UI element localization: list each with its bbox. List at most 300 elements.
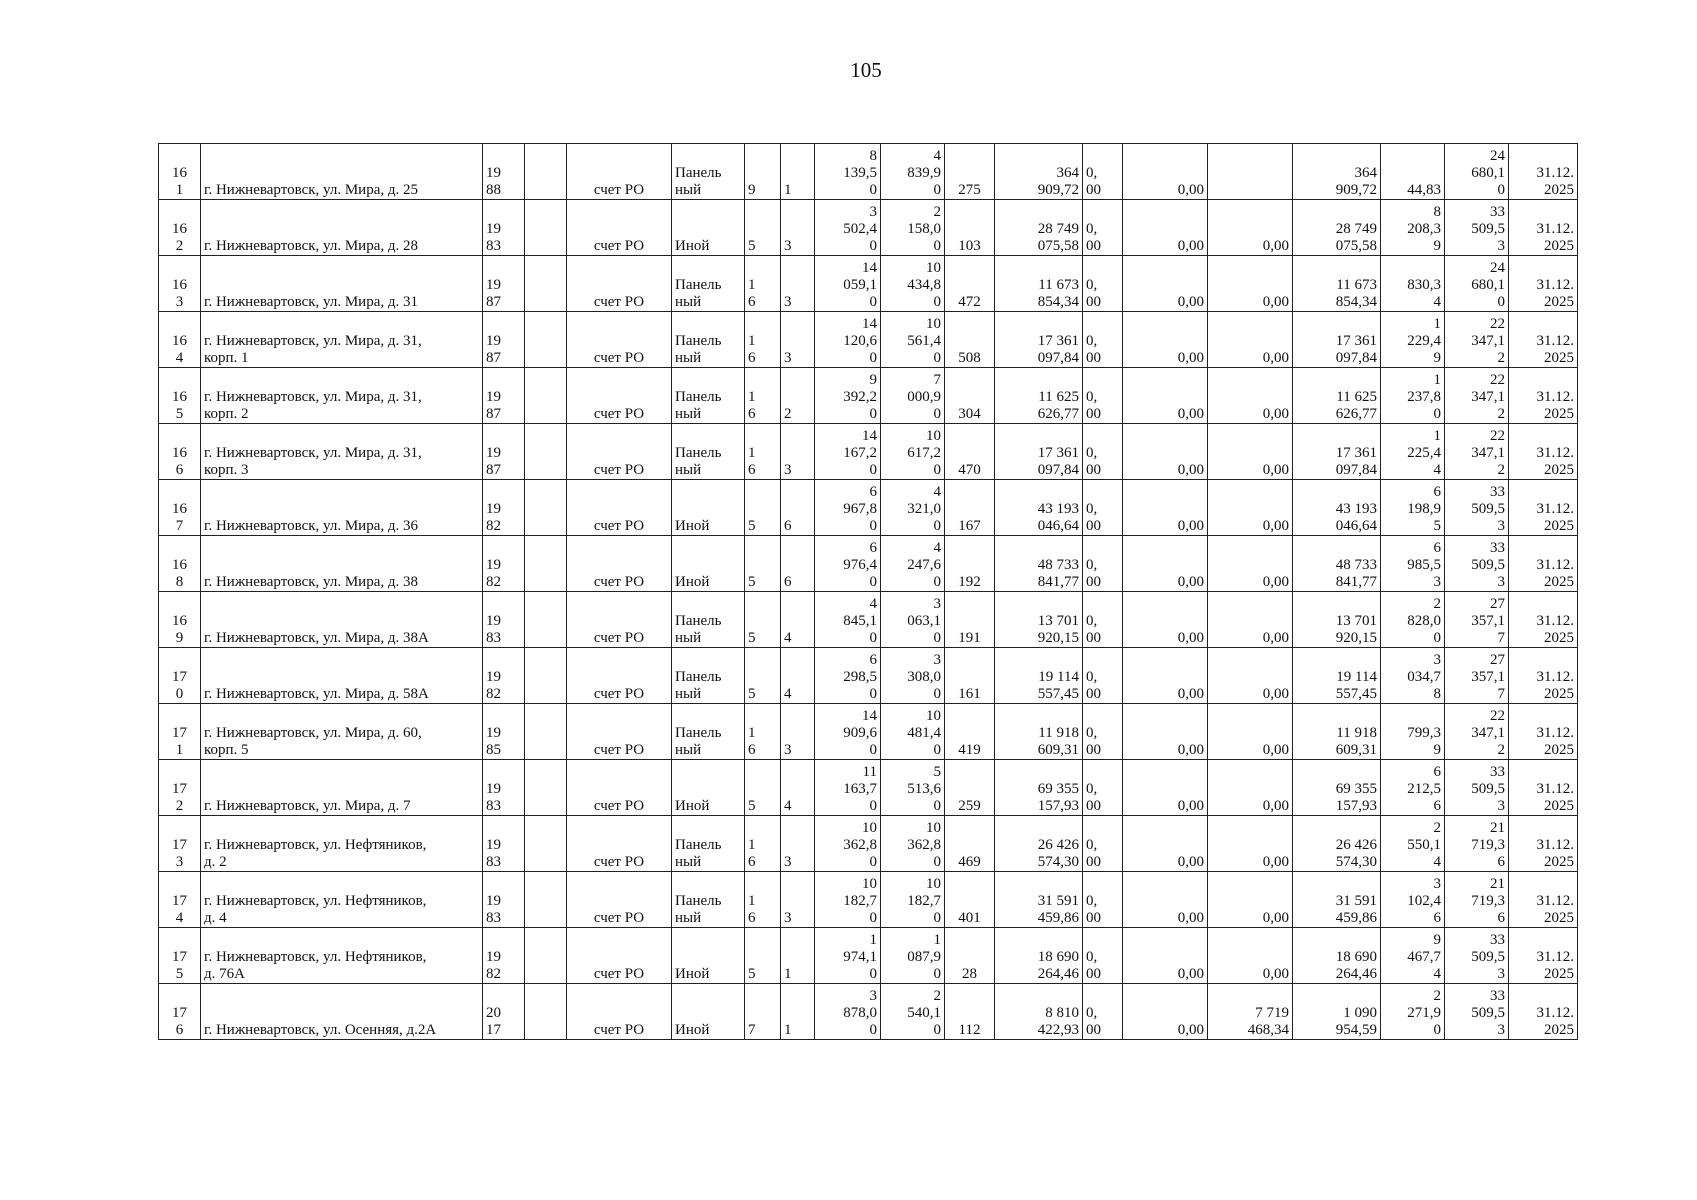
limit-cost-cell [1445, 704, 1509, 760]
row-number-line: 17 [172, 725, 187, 741]
year-cell [483, 368, 525, 424]
total-area-cell-line: 8 [869, 148, 877, 164]
residents-cell: 470 [945, 424, 995, 480]
wall-material-cell-line: Иной [675, 238, 710, 254]
address-cell [201, 368, 483, 424]
living-area-cell-line: 0 [933, 350, 941, 366]
empty-cell [525, 760, 567, 816]
floors-cell-line: 1 [748, 837, 756, 853]
floors-cell [745, 536, 781, 592]
row-number-line: 0 [175, 686, 184, 702]
floors-cell [745, 144, 781, 200]
specific-cost-cell-line: 102,4 [1407, 893, 1441, 909]
deadline-cell-line: 2025 [1544, 518, 1574, 534]
total-cost-cell-line: 574,30 [1037, 854, 1079, 870]
owners-cost-cell-line: 097,84 [1335, 462, 1377, 478]
limit-cost-cell-line: 33 [1490, 988, 1505, 1004]
fund-cost-cell: 0,00 [1123, 424, 1208, 480]
address-cell-line: г. Нижневартовск, ул. Мира, д. 58А [204, 686, 429, 702]
wall-material-cell-line: Панель [675, 445, 722, 461]
owners-cost-cell [1293, 144, 1381, 200]
row-number [159, 424, 201, 480]
wall-material-cell [672, 256, 745, 312]
total-cost-cell-line: 841,77 [1037, 574, 1079, 590]
limit-cost-cell-line: 3 [1497, 238, 1505, 254]
deadline-cell [1509, 592, 1578, 648]
zero-cost-cell-line: 00 [1086, 910, 1101, 926]
total-area-cell-line: 0 [869, 574, 877, 590]
row-number [159, 200, 201, 256]
limit-cost-cell-line: 21 [1490, 820, 1505, 836]
total-cost-cell-line: 097,84 [1037, 462, 1079, 478]
specific-cost-cell [1381, 200, 1445, 256]
owners-cost-cell [1293, 312, 1381, 368]
entrances-cell [781, 424, 815, 480]
deadline-cell-line: 31.12. [1536, 165, 1574, 181]
living-area-cell [881, 368, 945, 424]
address-cell [201, 312, 483, 368]
local-cost-cell: 0,00 [1208, 424, 1293, 480]
table-row [159, 480, 1578, 536]
living-area-cell-line: 000,9 [907, 389, 941, 405]
deadline-cell-line: 31.12. [1536, 893, 1574, 909]
specific-cost-cell-line: 6 [1433, 910, 1441, 926]
local-cost-cell: 0,00 [1208, 256, 1293, 312]
total-cost-cell [995, 424, 1083, 480]
specific-cost-cell-line: 4 [1433, 854, 1441, 870]
limit-cost-cell-line: 0 [1497, 294, 1505, 310]
living-area-cell [881, 984, 945, 1040]
zero-cost-cell-line: 00 [1086, 854, 1101, 870]
deadline-cell-line: 2025 [1544, 630, 1574, 646]
deadline-cell [1509, 536, 1578, 592]
total-cost-cell [995, 704, 1083, 760]
table-row [159, 816, 1578, 872]
living-area-cell-line: 321,0 [907, 501, 941, 517]
deadline-cell [1509, 312, 1578, 368]
table-row [159, 984, 1578, 1040]
total-cost-cell-line: 69 355 [1037, 781, 1079, 797]
year-cell-line: 82 [486, 686, 501, 702]
floors-cell-line: 7 [748, 1022, 756, 1038]
total-cost-cell-line: 075,58 [1037, 238, 1079, 254]
specific-cost-cell-line: 9 [1433, 350, 1441, 366]
living-area-cell-line: 7 [933, 372, 941, 388]
fund-cost-cell: 0,00 [1123, 872, 1208, 928]
residents-cell: 28 [945, 928, 995, 984]
total-cost-cell-line: 17 361 [1037, 333, 1079, 349]
total-area-cell [815, 200, 881, 256]
year-cell-line: 87 [486, 294, 501, 310]
total-area-cell-line: 0 [869, 854, 877, 870]
row-number-line: 2 [175, 798, 184, 814]
limit-cost-cell-line: 347,1 [1471, 445, 1505, 461]
entrances-cell [781, 928, 815, 984]
residents-cell: 469 [945, 816, 995, 872]
total-cost-cell-line: 31 591 [1037, 893, 1079, 909]
total-cost-cell-line: 264,46 [1037, 966, 1079, 982]
total-cost-cell [995, 200, 1083, 256]
total-area-cell-line: 120,6 [843, 333, 877, 349]
total-area-cell-line: 163,7 [843, 781, 877, 797]
zero-cost-cell-line: 0, [1086, 501, 1098, 517]
specific-cost-cell-line: 4 [1433, 966, 1441, 982]
registry-body [159, 144, 1578, 1040]
entrances-cell-line: 3 [784, 910, 792, 926]
row-number-line: 16 [172, 277, 187, 293]
total-cost-cell-line: 364 [1056, 165, 1079, 181]
local-cost-cell: 0,00 [1208, 816, 1293, 872]
zero-cost-cell-line: 00 [1086, 798, 1101, 814]
specific-cost-cell [1381, 984, 1445, 1040]
table-row [159, 424, 1578, 480]
floors-cell [745, 312, 781, 368]
year-cell-line: 88 [486, 182, 501, 198]
address-cell-line: г. Нижневартовск, ул. Мира, д. 28 [204, 238, 418, 254]
deadline-cell [1509, 648, 1578, 704]
year-cell-line: 19 [486, 837, 501, 853]
wall-material-cell [672, 424, 745, 480]
total-cost-cell-line: 854,34 [1037, 294, 1079, 310]
living-area-cell-line: 0 [933, 910, 941, 926]
wall-material-cell-line: ный [675, 182, 702, 198]
fund-cost-cell: 0,00 [1123, 928, 1208, 984]
empty-cell [525, 648, 567, 704]
local-cost-cell [1208, 144, 1293, 200]
empty-cell [525, 368, 567, 424]
floors-cell [745, 704, 781, 760]
entrances-cell-line: 2 [784, 406, 792, 422]
row-number-line: 16 [172, 445, 187, 461]
total-area-cell-line: 6 [869, 540, 877, 556]
empty-cell [525, 312, 567, 368]
limit-cost-cell-line: 24 [1490, 148, 1505, 164]
row-number [159, 368, 201, 424]
total-area-cell-line: 392,2 [843, 389, 877, 405]
total-cost-cell-line: 17 361 [1037, 445, 1079, 461]
address-cell [201, 424, 483, 480]
limit-cost-cell-line: 22 [1490, 428, 1505, 444]
table-row [159, 312, 1578, 368]
wall-material-cell [672, 928, 745, 984]
year-cell-line: 19 [486, 669, 501, 685]
limit-cost-cell-line: 24 [1490, 260, 1505, 276]
wall-material-cell [672, 480, 745, 536]
row-number-line: 16 [172, 613, 187, 629]
living-area-cell-line: 0 [933, 798, 941, 814]
zero-cost-cell-line: 00 [1086, 574, 1101, 590]
specific-cost-cell-line: 4 [1433, 294, 1441, 310]
address-cell [201, 984, 483, 1040]
entrances-cell [781, 984, 815, 1040]
specific-cost-cell-line: 6 [1433, 540, 1441, 556]
row-number [159, 592, 201, 648]
year-cell-line: 20 [486, 1005, 501, 1021]
row-number-line: 7 [175, 518, 184, 534]
table-row [159, 200, 1578, 256]
total-area-cell-line: 0 [869, 518, 877, 534]
floors-cell-line: 1 [748, 445, 756, 461]
entrances-cell-line: 3 [784, 742, 792, 758]
wall-material-cell-line: Иной [675, 518, 710, 534]
owners-cost-cell-line: 69 355 [1335, 781, 1377, 797]
zero-cost-cell [1083, 536, 1123, 592]
total-area-cell-line: 976,4 [843, 557, 877, 573]
owners-cost-cell [1293, 368, 1381, 424]
total-area-cell-line: 0 [869, 350, 877, 366]
living-area-cell-line: 0 [933, 630, 941, 646]
entrances-cell [781, 368, 815, 424]
floors-cell-line: 1 [748, 333, 756, 349]
zero-cost-cell [1083, 480, 1123, 536]
entrances-cell-line: 6 [784, 574, 792, 590]
year-cell [483, 536, 525, 592]
total-cost-cell-line: 046,64 [1037, 518, 1079, 534]
fund-cost-cell: 0,00 [1123, 760, 1208, 816]
address-cell-line: г. Нижневартовск, ул. Мира, д. 38 [204, 574, 418, 590]
entrances-cell [781, 480, 815, 536]
owners-cost-cell-line: 11 918 [1336, 725, 1377, 741]
entrances-cell-line: 3 [784, 294, 792, 310]
limit-cost-cell-line: 6 [1497, 854, 1505, 870]
zero-cost-cell-line: 0, [1086, 221, 1098, 237]
owners-cost-cell-line: 157,93 [1335, 798, 1377, 814]
floors-cell-line: 6 [748, 350, 756, 366]
limit-cost-cell-line: 33 [1490, 932, 1505, 948]
entrances-cell-line: 4 [784, 798, 792, 814]
owners-cost-cell-line: 1 090 [1343, 1005, 1377, 1021]
local-cost-cell: 0,00 [1208, 480, 1293, 536]
fund-cost-cell: 0,00 [1123, 648, 1208, 704]
limit-cost-cell [1445, 816, 1509, 872]
living-area-cell-line: 0 [933, 462, 941, 478]
year-cell [483, 984, 525, 1040]
residents-cell: 167 [945, 480, 995, 536]
total-cost-cell [995, 760, 1083, 816]
total-cost-cell-line: 626,77 [1037, 406, 1079, 422]
address-cell-line: г. Нижневартовск, ул. Нефтяников, [204, 837, 427, 853]
limit-cost-cell-line: 347,1 [1471, 333, 1505, 349]
account-cell: счет РО [567, 424, 672, 480]
total-area-cell-line: 0 [869, 406, 877, 422]
total-cost-cell-line: 19 114 [1038, 669, 1079, 685]
address-cell [201, 144, 483, 200]
floors-cell [745, 984, 781, 1040]
limit-cost-cell-line: 509,5 [1471, 949, 1505, 965]
empty-cell [525, 200, 567, 256]
total-area-cell-line: 182,7 [843, 893, 877, 909]
year-cell-line: 19 [486, 501, 501, 517]
specific-cost-cell-line: 271,9 [1407, 1005, 1441, 1021]
wall-material-cell-line: Панель [675, 333, 722, 349]
deadline-cell-line: 31.12. [1536, 725, 1574, 741]
row-number [159, 648, 201, 704]
specific-cost-cell [1381, 648, 1445, 704]
row-number-line: 16 [172, 165, 187, 181]
total-cost-cell-line: 11 673 [1038, 277, 1079, 293]
empty-cell [525, 144, 567, 200]
floors-cell-line: 6 [748, 854, 756, 870]
year-cell [483, 424, 525, 480]
address-cell [201, 480, 483, 536]
address-cell [201, 704, 483, 760]
owners-cost-cell [1293, 984, 1381, 1040]
row-number [159, 928, 201, 984]
specific-cost-cell [1381, 480, 1445, 536]
zero-cost-cell-line: 00 [1086, 1022, 1101, 1038]
total-area-cell-line: 139,5 [843, 165, 877, 181]
residents-cell: 401 [945, 872, 995, 928]
owners-cost-cell-line: 920,15 [1335, 630, 1377, 646]
total-area-cell-line: 502,4 [843, 221, 877, 237]
limit-cost-cell-line: 680,1 [1471, 277, 1505, 293]
specific-cost-cell [1381, 928, 1445, 984]
entrances-cell [781, 536, 815, 592]
wall-material-cell-line: Панель [675, 669, 722, 685]
row-number-line: 6 [175, 462, 184, 478]
total-cost-cell-line: 11 918 [1038, 725, 1079, 741]
row-number [159, 144, 201, 200]
year-cell-line: 19 [486, 389, 501, 405]
total-area-cell-line: 10 [862, 876, 877, 892]
total-area-cell [815, 592, 881, 648]
total-cost-cell-line: 459,86 [1037, 910, 1079, 926]
living-area-cell-line: 5 [933, 764, 941, 780]
total-cost-cell-line: 8 810 [1045, 1005, 1079, 1021]
year-cell-line: 82 [486, 518, 501, 534]
total-area-cell-line: 0 [869, 238, 877, 254]
deadline-cell-line: 31.12. [1536, 781, 1574, 797]
living-area-cell-line: 481,4 [907, 725, 941, 741]
wall-material-cell [672, 536, 745, 592]
floors-cell [745, 424, 781, 480]
local-cost-cell: 0,00 [1208, 536, 1293, 592]
specific-cost-cell-line: 3 [1433, 876, 1441, 892]
address-cell-line: г. Нижневартовск, ул. Мира, д. 31 [204, 294, 418, 310]
specific-cost-cell-line: 2 [1433, 988, 1441, 1004]
specific-cost-cell-line: 3 [1433, 574, 1441, 590]
address-cell [201, 760, 483, 816]
limit-cost-cell-line: 3 [1497, 966, 1505, 982]
living-area-cell-line: 10 [926, 876, 941, 892]
wall-material-cell [672, 592, 745, 648]
account-cell: счет РО [567, 200, 672, 256]
total-cost-cell-line: 13 701 [1037, 613, 1079, 629]
owners-cost-cell [1293, 200, 1381, 256]
wall-material-cell-line: Панель [675, 389, 722, 405]
year-cell-line: 19 [486, 277, 501, 293]
total-cost-cell-line: 28 749 [1037, 221, 1079, 237]
total-cost-cell-line: 26 426 [1037, 837, 1079, 853]
total-area-cell-line: 362,8 [843, 837, 877, 853]
year-cell [483, 648, 525, 704]
living-area-cell-line: 158,0 [907, 221, 941, 237]
living-area-cell-line: 308,0 [907, 669, 941, 685]
wall-material-cell [672, 200, 745, 256]
row-number-line: 4 [175, 350, 184, 366]
living-area-cell-line: 4 [933, 540, 941, 556]
total-cost-cell-line: 48 733 [1037, 557, 1079, 573]
address-cell-line: корп. 1 [204, 350, 249, 366]
owners-cost-cell-line: 075,58 [1335, 238, 1377, 254]
owners-cost-cell [1293, 592, 1381, 648]
limit-cost-cell [1445, 256, 1509, 312]
limit-cost-cell-line: 509,5 [1471, 501, 1505, 517]
owners-cost-cell-line: 459,86 [1335, 910, 1377, 926]
deadline-cell-line: 2025 [1544, 910, 1574, 926]
deadline-cell-line: 2025 [1544, 1022, 1574, 1038]
limit-cost-cell-line: 509,5 [1471, 1005, 1505, 1021]
floors-cell [745, 928, 781, 984]
limit-cost-cell [1445, 760, 1509, 816]
living-area-cell-line: 0 [933, 406, 941, 422]
zero-cost-cell-line: 0, [1086, 1005, 1098, 1021]
local-cost-cell-line: 468,34 [1247, 1022, 1289, 1038]
total-area-cell [815, 144, 881, 200]
living-area-cell [881, 760, 945, 816]
wall-material-cell-line: ный [675, 294, 702, 310]
row-number [159, 872, 201, 928]
zero-cost-cell-line: 0, [1086, 725, 1098, 741]
floors-cell-line: 5 [748, 798, 756, 814]
zero-cost-cell-line: 00 [1086, 742, 1101, 758]
deadline-cell-line: 2025 [1544, 574, 1574, 590]
residents-cell: 259 [945, 760, 995, 816]
living-area-cell-line: 0 [933, 182, 941, 198]
owners-cost-cell [1293, 648, 1381, 704]
empty-cell [525, 872, 567, 928]
living-area-cell-line: 617,2 [907, 445, 941, 461]
address-cell-line: г. Нижневартовск, ул. Мира, д. 38А [204, 630, 429, 646]
limit-cost-cell-line: 22 [1490, 316, 1505, 332]
specific-cost-cell [1381, 424, 1445, 480]
living-area-cell-line: 0 [933, 574, 941, 590]
wall-material-cell-line: Иной [675, 966, 710, 982]
address-cell-line: корп. 2 [204, 406, 249, 422]
owners-cost-cell [1293, 760, 1381, 816]
local-cost-cell: 0,00 [1208, 592, 1293, 648]
owners-cost-cell-line: 626,77 [1335, 406, 1377, 422]
specific-cost-cell-line: 237,8 [1407, 389, 1441, 405]
limit-cost-cell-line: 22 [1490, 708, 1505, 724]
zero-cost-cell-line: 0, [1086, 837, 1098, 853]
year-cell-line: 87 [486, 406, 501, 422]
zero-cost-cell-line: 0, [1086, 165, 1098, 181]
account-cell: счет РО [567, 536, 672, 592]
specific-cost-cell [1381, 760, 1445, 816]
row-number-line: 9 [175, 630, 184, 646]
account-cell: счет РО [567, 368, 672, 424]
empty-cell [525, 984, 567, 1040]
local-cost-cell: 0,00 [1208, 200, 1293, 256]
deadline-cell-line: 31.12. [1536, 221, 1574, 237]
year-cell [483, 312, 525, 368]
living-area-cell-line: 2 [933, 988, 941, 1004]
wall-material-cell [672, 760, 745, 816]
entrances-cell-line: 3 [784, 350, 792, 366]
owners-cost-cell-line: 17 361 [1335, 333, 1377, 349]
limit-cost-cell [1445, 928, 1509, 984]
address-cell [201, 200, 483, 256]
floors-cell [745, 816, 781, 872]
zero-cost-cell-line: 00 [1086, 294, 1101, 310]
address-cell-line: г. Нижневартовск, ул. Нефтяников, [204, 949, 427, 965]
zero-cost-cell [1083, 200, 1123, 256]
limit-cost-cell-line: 509,5 [1471, 221, 1505, 237]
entrances-cell [781, 760, 815, 816]
specific-cost-cell-line: 3 [1433, 652, 1441, 668]
entrances-cell-line: 4 [784, 686, 792, 702]
